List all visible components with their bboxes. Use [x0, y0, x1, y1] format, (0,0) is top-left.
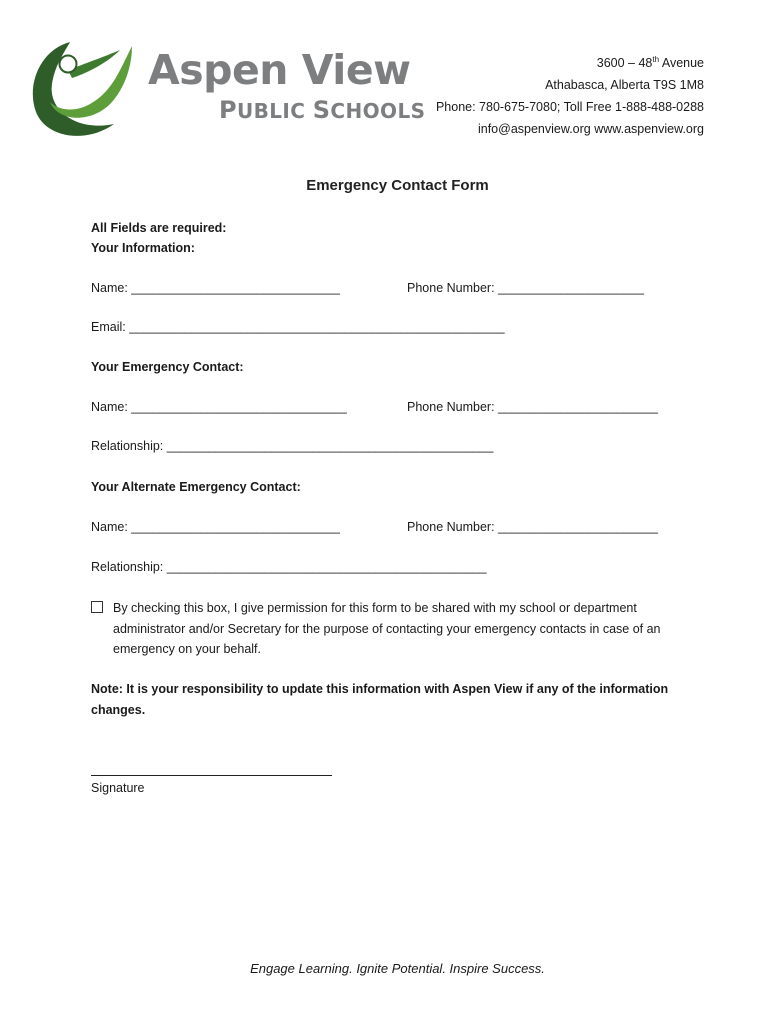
note-line-1: Note: It is your responsibility to update this information with Aspen View if any of the information [91, 682, 669, 696]
alternate-relationship-field[interactable]: Relationship: ______________________________________________ [91, 560, 487, 574]
logo-dark-swoosh [33, 42, 114, 136]
responsibility-note [91, 679, 731, 720]
signature-line[interactable] [91, 775, 332, 776]
logo-head-circle [60, 56, 77, 73]
address-ordinal: th [652, 55, 660, 64]
address-number: 3600 – 48 [596, 56, 653, 70]
footer-tagline: Engage Learning. Ignite Potential. Inspire Success. [250, 961, 545, 976]
consent-text [113, 598, 713, 660]
consent-line-2: administrator and/or Secretary for the purpose of contacting your emergency contacts in case of an [113, 621, 661, 636]
emergency-name-field[interactable]: Name: _______________________________ [91, 400, 347, 414]
brand-name: Aspen View [148, 46, 411, 94]
alternate-phone-field[interactable]: Phone Number: _______________________ [407, 520, 658, 534]
address-city: Athabasca, Alberta T9S 1M8 [545, 78, 704, 92]
note-line-2: changes. [91, 702, 146, 717]
emergency-phone-field[interactable]: Phone Number: _______________________ [407, 400, 658, 414]
brand-sub-initial-s: S [312, 96, 331, 124]
alternate-name-field[interactable]: Name: ______________________________ [91, 520, 340, 534]
emergency-relationship-field[interactable]: Relationship: _______________________________________________ [91, 439, 494, 453]
consent-line-1: By checking this box, I give permission for this form to be shared with my school or department [113, 601, 637, 615]
address-street [436, 52, 704, 74]
brand-subtitle [219, 98, 425, 122]
brand-sub-ublic: UBLIC [237, 99, 306, 123]
your-phone-field[interactable]: Phone Number: _____________________ [407, 281, 645, 295]
brand-sub-initial-p: P [219, 96, 237, 124]
aspen-view-logo [28, 40, 136, 140]
address-phone: Phone: 780-675-7080; Toll Free 1-888-488-0288 [435, 100, 704, 114]
your-info-heading: Your Information: [91, 241, 195, 255]
consent-line-3: emergency on your behalf. [113, 642, 262, 656]
address-block [436, 52, 704, 140]
page-title: Emergency Contact Form [306, 177, 489, 194]
your-email-field[interactable]: Email: ______________________________________________________ [91, 320, 505, 334]
consent-checkbox[interactable] [91, 601, 103, 613]
emergency-contact-heading: Your Emergency Contact: [91, 360, 244, 374]
address-street-name: Avenue [659, 56, 704, 70]
your-name-field[interactable]: Name: ______________________________ [91, 281, 340, 295]
address-web: info@aspenview.org www.aspenview.org [477, 122, 704, 136]
alternate-contact-heading: Your Alternate Emergency Contact: [91, 480, 301, 494]
required-note: All Fields are required: [91, 221, 227, 235]
brand-sub-chools: CHOOLS [330, 99, 426, 123]
signature-label: Signature [91, 781, 145, 795]
